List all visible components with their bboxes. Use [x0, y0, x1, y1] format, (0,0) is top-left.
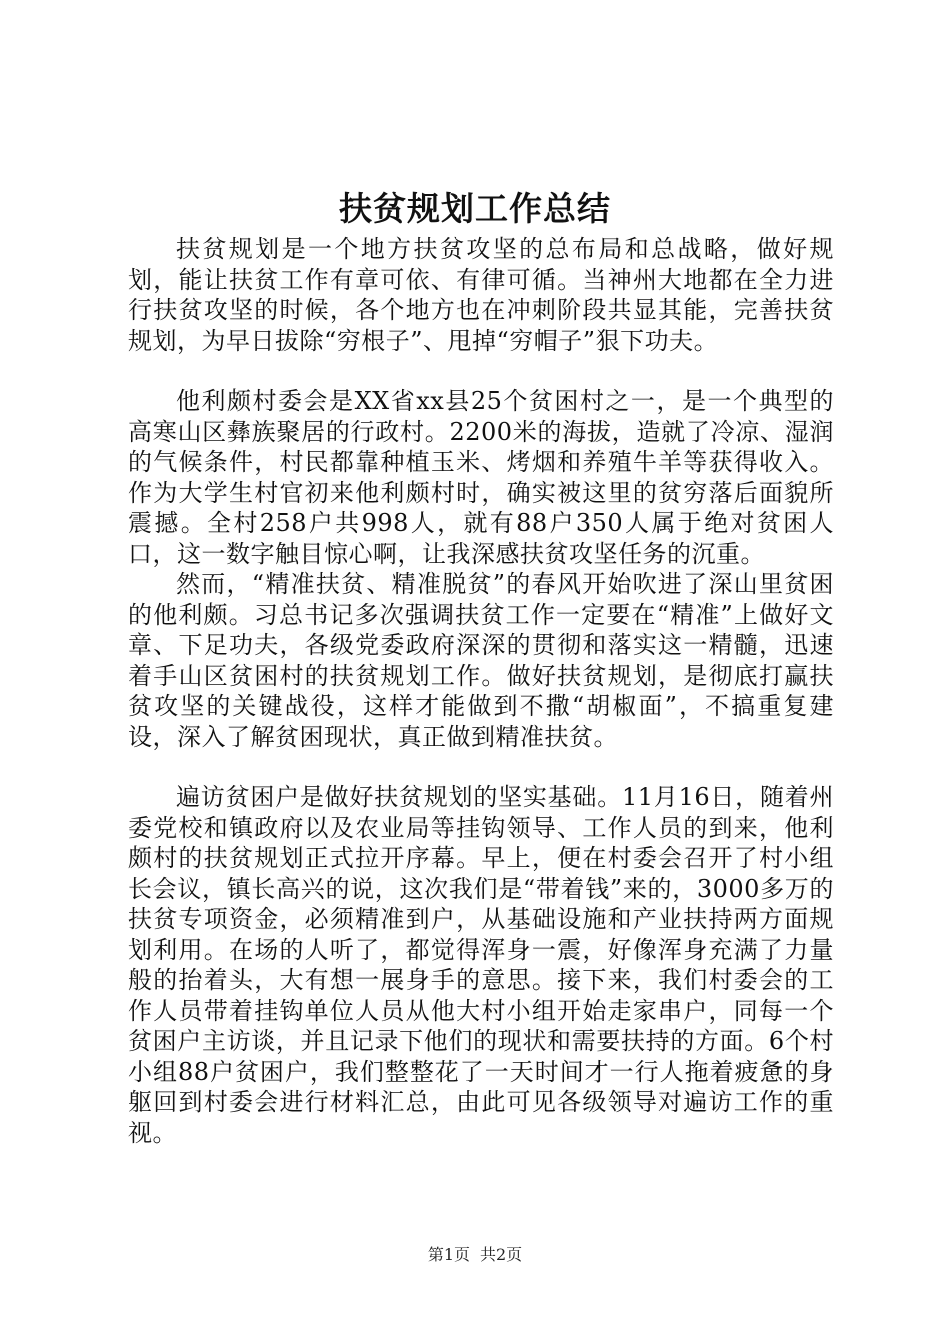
- paragraph-household-visits: 遍访贫困户是做好扶贫规划的坚实基础。11月16日，随着州委党校和镇政府以及农业局等挂钩领导、工作人员的到来，他利颇村的扶贫规划正式拉开序幕。早上，便在村委会召开了村小组长会议，镇长高兴的说，这次我们是“带着钱”来的，3000多万的扶贫专项资金，必须精准到户，从基础设施和产业扶持两方面规划利用。在场的人听了，都觉得浑身一震，好像浑身充满了力量般的抬着头，大有想一展身手的意思。接下来，我们村委会的工作人员带着挂钩单位人员从他大村小组开始走家串户，同每一个贫困户主访谈，并且记录下他们的现状和需要扶持的方面。6个村小组88户贫困户，我们整整花了一天时间才一行人拖着疲惫的身躯回到村委会进行材料汇总，由此可见各级领导对遍访工作的重视。: [128, 783, 834, 1147]
- page-footer: [0, 1243, 950, 1267]
- page-number-total: 共2页: [480, 1245, 523, 1264]
- document-title: 扶贫规划工作总结: [339, 189, 611, 228]
- paragraph-village-background: 他利颇村委会是XX省xx县25个贫困村之一，是一个典型的高寒山区彝族聚居的行政村。2200米的海拔，造就了冷凉、湿润的气候条件，村民都靠种植玉米、烤烟和养殖牛羊等获得收入。作为大学生村官初来他利颇村时，确实被这里的贫穷落后面貌所震撼。全村258户共998人，就有88户350人属于绝对贫困人口，这一数字触目惊心啊，让我深感扶贫攻坚任务的沉重。: [128, 387, 834, 568]
- page-number-current: 第1页: [427, 1245, 470, 1264]
- paragraph-precision-poverty: 然而，“精准扶贫、精准脱贫”的春风开始吹进了深山里贫困的他利颇。习总书记多次强调扶贫工作一定要在“精准”上做好文章、下足功夫，各级党委政府深深的贯彻和落实这一精髓，迅速着手山区贫困村的扶贫规划工作。做好扶贫规划，是彻底打赢扶贫攻坚的关键战役，这样才能做到不撒“胡椒面”，不搞重复建设，深入了解贫困现状，真正做到精准扶贫。: [128, 570, 834, 751]
- paragraph-spacer: [128, 752, 834, 782]
- paragraph-intro: 扶贫规划是一个地方扶贫攻坚的总布局和总战略，做好规划，能让扶贫工作有章可依、有律可循。当神州大地都在全力进行扶贫攻坚的时候，各个地方也在冲刺阶段共显其能，完善扶贫规划，为早日拔除“穷根子”、甩掉“穷帽子”狠下功夫。: [128, 235, 834, 355]
- paragraph-spacer: [128, 356, 834, 386]
- document-body: [128, 234, 834, 1148]
